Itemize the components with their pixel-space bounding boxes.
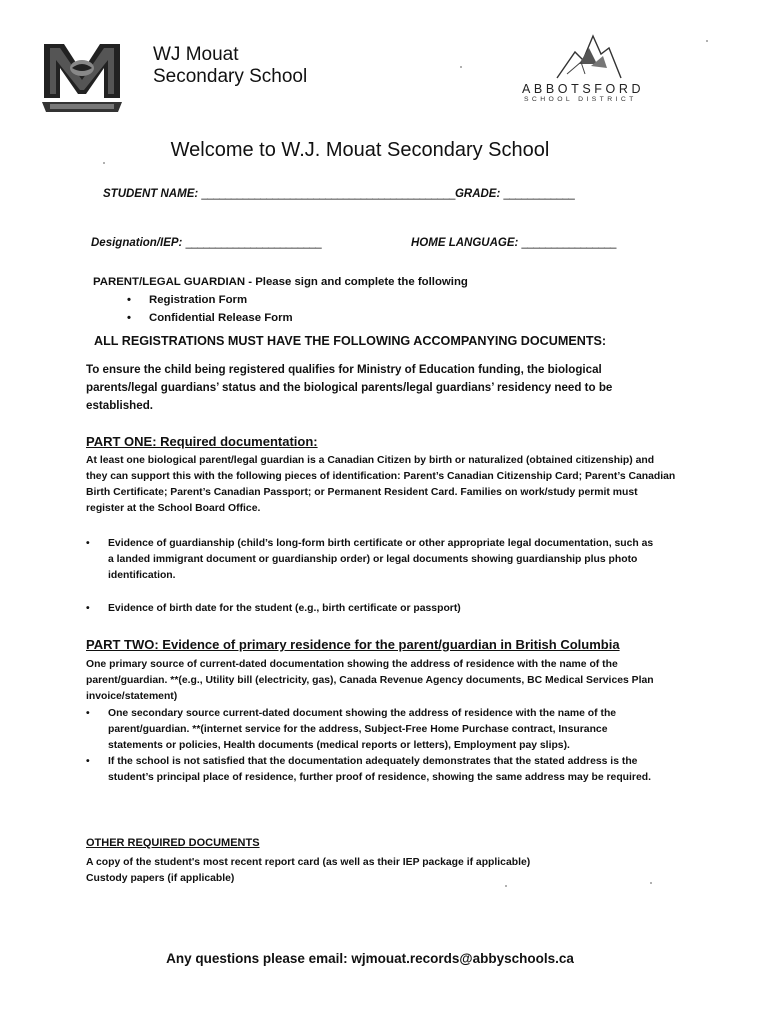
all-registrations-heading: ALL REGISTRATIONS MUST HAVE THE FOLLOWING ACCOMPANYING DOCUMENTS: [94, 334, 607, 348]
part-one-paragraph: At least one biological parent/legal guardian is a Canadian Citizen by birth or naturalized (obtained citizenship) and they can support this with the following pieces of identification: Parent’s Canadian Citizenship Card; Parent’s Canadian Birth Certificate; Parent’s Canadian Passport; or Permanent Resident Card. Families on work/study permit must register at the School Board Office. [86, 455, 676, 514]
part-two-heading: PART TWO: Evidence of primary residence for the parent/guardian in British Columbia [86, 637, 620, 652]
parent-section [93, 273, 693, 327]
parent-forms-list [127, 291, 693, 327]
list-item: Custody papers (if applicable) [86, 873, 235, 884]
list-item: • One secondary source current-dated document showing the address of residence with the name of the parent/guardian. **(internet service for the address, Subject-Free Home Purchase contract, Insurance statements or policies, Health documents (medical reports or letters), Employment pay slips). [86, 706, 656, 754]
list-item: • Confidential Release Form [127, 309, 693, 327]
page-title: Welcome to W.J. Mouat Secondary School [170, 139, 550, 161]
district-name: ABBOTSFORD [522, 82, 645, 96]
scan-speck [505, 885, 507, 887]
part-one-list [86, 536, 656, 617]
part-two-list [86, 706, 656, 786]
student-name-line[interactable]: ___________________________________________ [201, 188, 455, 200]
home-language-field[interactable] [411, 237, 616, 249]
mouat-m-crest-icon [40, 38, 124, 116]
parent-intro: PARENT/LEGAL GUARDIAN - Please sign and complete the following [93, 276, 468, 288]
list-item: • Registration Form [127, 291, 693, 309]
contact-email-line: Any questions please email: wjmouat.records@abbyschools.ca [166, 951, 574, 966]
designation-line[interactable]: _______________________ [185, 237, 322, 249]
designation-field[interactable] [91, 237, 321, 249]
school-name-line2: Secondary School [153, 66, 308, 87]
school-name-line1: WJ Mouat [153, 44, 239, 65]
scan-speck [460, 66, 462, 68]
designation-label: Designation/IEP: [91, 237, 183, 249]
other-required-list [86, 855, 686, 887]
student-name-field[interactable] [103, 188, 574, 200]
other-required-heading: OTHER REQUIRED DOCUMENTS [86, 837, 260, 849]
list-item: • Evidence of birth date for the student (e.g., birth certificate or passport) [86, 601, 656, 617]
part-one-bullets [86, 536, 656, 617]
scan-speck [706, 40, 708, 42]
list-item: A copy of the student's most recent report card (as well as their IEP package if applicable) [86, 857, 531, 868]
school-name [153, 44, 307, 88]
student-name-label: STUDENT NAME: [103, 188, 199, 200]
list-item: • If the school is not satisfied that the documentation adequately demonstrates that the stated address is the student’s principal place of residence, further proof of residence, showing the same address may be required. [86, 754, 656, 786]
intro-paragraph: To ensure the child being registered qualifies for Ministry of Education funding, the biological parents/legal guardians’ status and the biological parents/legal guardians’ residency need to be established. [86, 363, 613, 412]
part-two-bullets [86, 706, 656, 786]
home-language-label: HOME LANGUAGE: [411, 237, 519, 249]
grade-label: GRADE: [454, 188, 501, 200]
grade-line[interactable]: ____________ [503, 188, 575, 200]
part-one-heading: PART ONE: Required documentation: [86, 434, 318, 449]
part-two-paragraph: One primary source of current-dated documentation showing the address of residence with the name of the parent/guardian. **(e.g., Utility bill (electricity, gas), Canada Revenue Agency documents, BC Medical Services Plan invoice/statement) [86, 659, 654, 702]
district-subtitle: SCHOOL DISTRICT [524, 96, 637, 103]
list-item: • Evidence of guardianship (child’s long-form birth certificate or other appropriate legal documentation, such as a landed immigrant document or guardianship order) or legal documents showing guardianship plus photo identification. [86, 536, 656, 584]
scan-speck [103, 162, 105, 164]
scan-speck [650, 882, 652, 884]
home-language-line[interactable]: ________________ [521, 237, 616, 249]
